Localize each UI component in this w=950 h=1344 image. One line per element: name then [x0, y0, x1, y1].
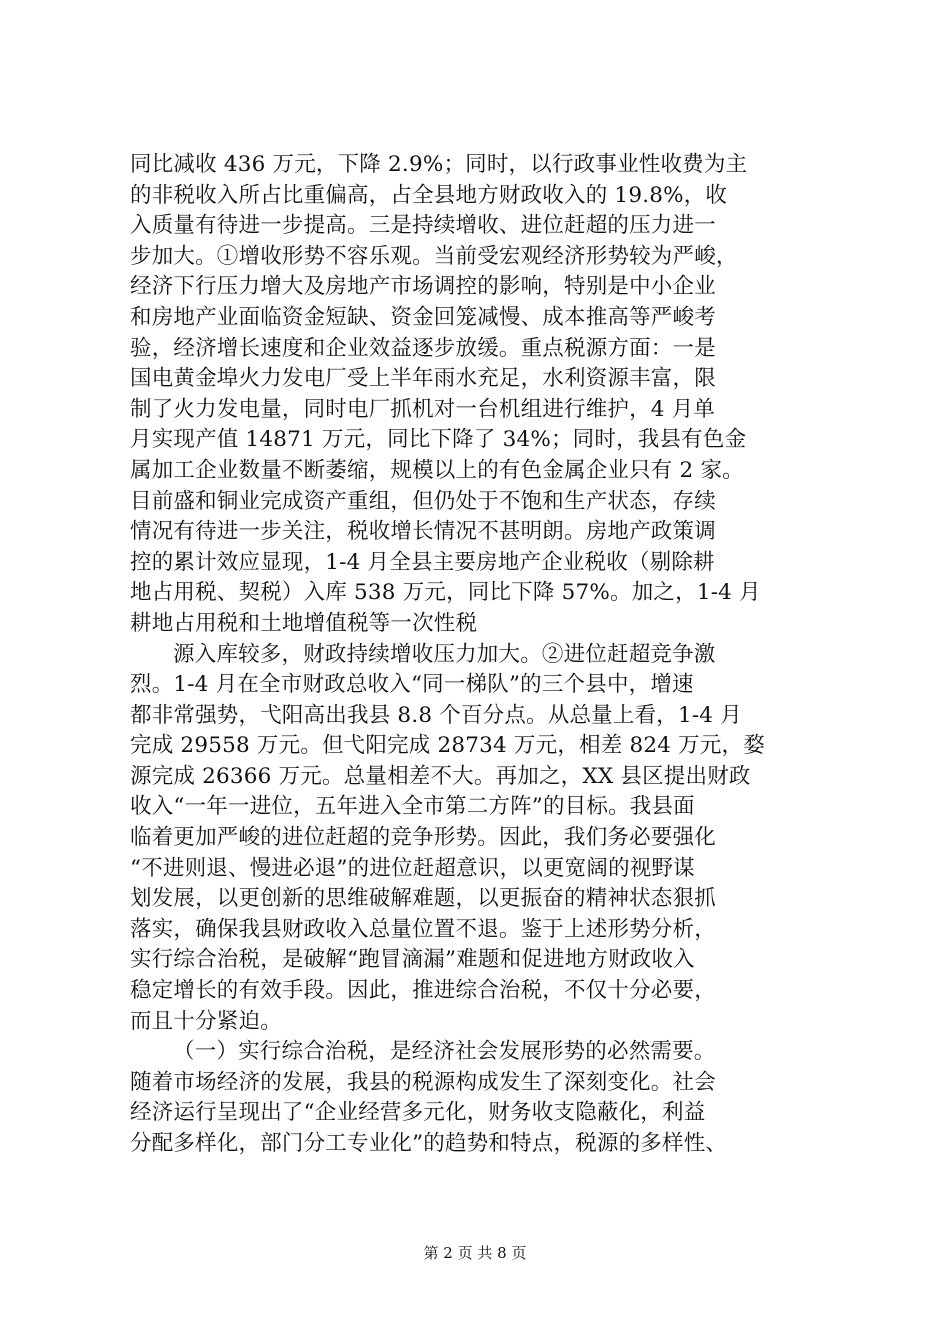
text-line: 情况有待进一步关注，税收增长情况不甚明朗。房地产政策调 — [130, 519, 716, 545]
text-line: 而且十分紧迫。 — [130, 1008, 282, 1034]
text-line: 国电黄金埠火力发电厂受上半年雨水充足，水利资源丰富，限 — [130, 366, 716, 392]
text-line: 都非常强势，弋阳高出我县 8.8 个百分点。从总量上看，1-4 月 — [130, 702, 742, 728]
text-line: 制了火力发电量，同时电厂抓机对一台机组进行维护，4 月单 — [130, 396, 716, 422]
text-line: 烈。1-4 月在全市财政总收入“同一梯队”的三个县中，增速 — [130, 672, 694, 698]
text-line: 源完成 26366 万元。总量相差不大。再加之，XX 县区提出财政 — [130, 763, 751, 789]
text-line: 随着市场经济的发展，我县的税源构成发生了深刻变化。社会 — [130, 1069, 716, 1095]
text-line: 划发展，以更创新的思维破解难题，以更振奋的精神状态狠抓 — [130, 886, 716, 912]
body-text — [130, 150, 830, 1160]
text-line: “不进则退、慢进必退”的进位赶超意识，以更宽阔的视野谋 — [130, 855, 695, 881]
text-line: 稳定增长的有效手段。因此，推进综合治税，不仅十分必要， — [130, 978, 716, 1004]
text-line: 收入“一年一进位，五年进入全市第二方阵”的目标。我县面 — [130, 794, 695, 820]
text-line: 同比减收 436 万元，下降 2.9%；同时，以行政事业性收费为主 — [130, 152, 748, 177]
text-line: 验，经济增长速度和企业效益逐步放缓。重点税源方面：一是 — [130, 335, 716, 361]
text-line: 临着更加严峻的进位赶超的竞争形势。因此，我们务必要强化 — [130, 825, 716, 851]
text-line: 地占用税、契税）入库 538 万元，同比下降 57%。加之，1-4 月 — [130, 580, 761, 606]
page-number-footer: 第 2 页 共 8 页 — [423, 1244, 527, 1262]
text-line: 经济下行压力增大及房地产市场调控的影响，特别是中小企业 — [130, 274, 716, 300]
text-line: 完成 29558 万元。但弋阳完成 28734 万元，相差 824 万元，婺 — [130, 733, 765, 759]
text-line: 目前盛和铜业完成资产重组，但仍处于不饱和生产状态，存续 — [130, 488, 716, 514]
text-line: 实行综合治税，是破解“跑冒滴漏”难题和促进地方财政收入 — [130, 947, 695, 973]
text-line: 入质量有待进一步提高。三是持续增收、进位赶超的压力进一 — [130, 213, 716, 239]
text-line: 分配多样化，部门分工专业化”的趋势和特点，税源的多样性、 — [130, 1131, 728, 1156]
text-line: 的非税收入所占比重偏高，占全县地方财政收入的 19.8%，收 — [130, 182, 728, 208]
text-line: 月实现产值 14871 万元，同比下降了 34%；同时，我县有色金 — [130, 427, 747, 453]
section-heading-line: （一）实行综合治税，是经济社会发展形势的必然需要。 — [173, 1039, 716, 1065]
text-line: 源入库较多，财政持续增收压力加大。②进位赶超竞争激 — [173, 641, 716, 667]
text-line: 属加工企业数量不断萎缩，规模以上的有色金属企业只有 2 家。 — [130, 457, 744, 483]
text-line: 控的累计效应显现，1-4 月全县主要房地产企业税收（剔除耕 — [130, 549, 715, 575]
text-line: 和房地产业面临资金短缺、资金回笼减慢、成本推高等严峻考 — [130, 304, 716, 330]
text-line: 落实，确保我县财政收入总量位置不退。鉴于上述形势分析， — [130, 916, 716, 942]
text-line: 耕地占用税和土地增值税等一次性税 — [130, 610, 478, 636]
text-line: 经济运行呈现出了“企业经营多元化，财务收支隐蔽化，利益 — [130, 1100, 706, 1126]
text-line: 步加大。①增收形势不容乐观。当前受宏观经济形势较为严峻， — [130, 243, 738, 269]
